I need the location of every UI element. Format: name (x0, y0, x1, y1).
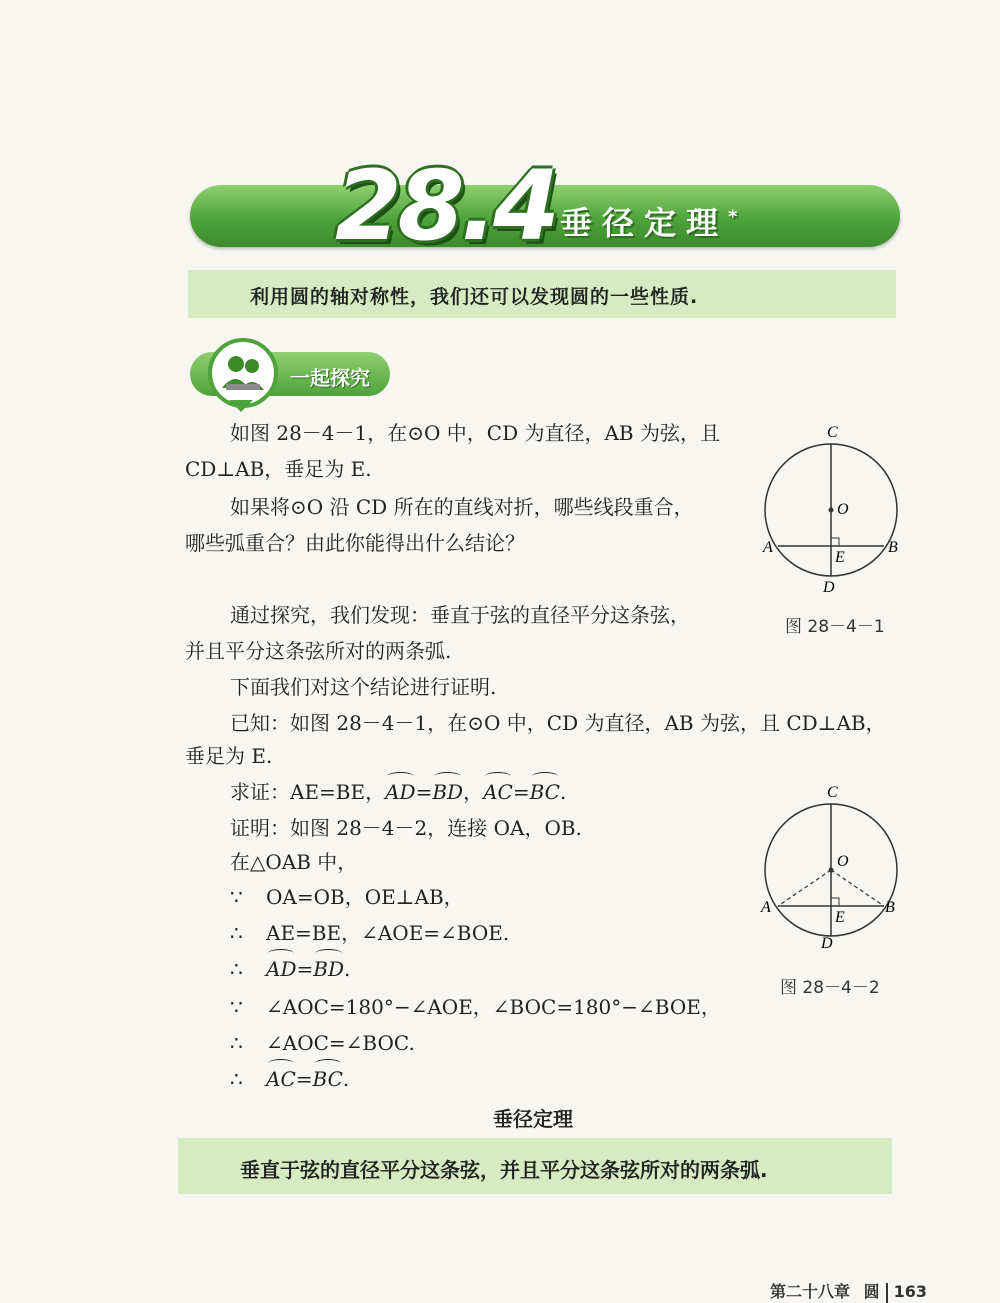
given-line-2: 垂足为 E. (185, 744, 273, 768)
right-angle-mark (831, 538, 839, 546)
figure-28-4-1 (755, 420, 915, 600)
therefore-symbol: ∴ (230, 1031, 243, 1055)
explore-line-4: 哪些弧重合？由此你能得出什么结论？ (185, 531, 525, 555)
figure-caption-2: 图 28－4－2 (780, 978, 880, 998)
proof-step-8 (230, 1061, 349, 1097)
label-b: B (888, 539, 898, 556)
explore-line-2: CD⊥AB，垂足为 E. (185, 457, 372, 481)
prove-sep: ， (463, 780, 484, 804)
proof-step-6 (230, 989, 721, 1025)
prove-eq-1: = (415, 780, 433, 804)
label-a: A (761, 899, 771, 916)
arc-bd: BD (432, 774, 463, 810)
label-a: A (763, 539, 773, 556)
explore-people-icon (208, 338, 278, 408)
explore-line-1: 如图 28－4－1，在⊙O 中，CD 为直径，AB 为弦，且 (230, 421, 720, 445)
proof-step-6-text: ∠AOC=180°−∠AOE，∠BOC=180°−∠BOE， (266, 995, 721, 1019)
label-c: C (827, 784, 838, 801)
intro-text: 利用圆的轴对称性，我们还可以发现圆的一些性质. (250, 286, 699, 308)
section-title-text: 垂径定理 (560, 204, 729, 242)
theorem-title: 垂径定理 (493, 1107, 573, 1131)
proof-step-5 (230, 951, 350, 987)
explore-label: 一起探究 (290, 366, 370, 390)
label-e: E (835, 549, 845, 566)
footer-chapter: 第二十八章 (770, 1282, 851, 1301)
section-star: * (728, 206, 738, 228)
center-point (829, 868, 834, 873)
because-symbol: ∵ (230, 995, 243, 1019)
proof-step-5-end: . (343, 957, 351, 981)
right-angle-mark (831, 898, 839, 906)
prove-eq-2: = (512, 780, 530, 804)
center-point (829, 508, 834, 513)
proof-step-7-text: ∠AOC=∠BOC. (266, 1031, 415, 1055)
discovery-line-3: 下面我们对这个结论进行证明. (230, 675, 497, 699)
label-d: D (823, 579, 835, 596)
proof-step-7 (230, 1025, 415, 1061)
label-b: B (885, 899, 895, 916)
therefore-symbol: ∴ (230, 957, 243, 981)
proof-step-8-eq: = (295, 1067, 313, 1091)
explore-arrow-icon (229, 400, 253, 412)
label-e: E (835, 909, 845, 926)
arc-bc: BC (530, 774, 560, 810)
therefore-symbol: ∴ (230, 1067, 243, 1091)
figure-28-4-2 (755, 780, 915, 960)
therefore-symbol: ∴ (230, 921, 243, 945)
footer-separator (886, 1283, 888, 1303)
figure-caption-1: 图 28－4－1 (785, 617, 885, 637)
arc-ad: AD (385, 774, 415, 810)
proof-step-8-end: . (342, 1067, 350, 1091)
given-line-1: 已知：如图 28－4－1，在⊙O 中，CD 为直径，AB 为弦，且 CD⊥AB， (230, 711, 886, 735)
arc-bc: BC (313, 1061, 343, 1097)
arc-bd: BD (313, 951, 344, 987)
footer-topic: 圆 (863, 1282, 880, 1301)
label-c: C (827, 424, 838, 441)
radius-oa (778, 870, 831, 906)
proof-step-4 (230, 915, 509, 951)
page-number: 163 (893, 1282, 928, 1301)
prove-line (230, 774, 566, 810)
label-o: O (837, 501, 849, 518)
section-title (560, 198, 737, 244)
arc-ac: AC (266, 1061, 296, 1097)
page-footer (770, 1279, 927, 1303)
arc-ad: AD (266, 951, 296, 987)
theorem-text: 垂直于弦的直径平分这条弦，并且平分这条弦所对的两条弧. (240, 1158, 768, 1182)
proof-step-3 (230, 879, 464, 915)
label-o: O (837, 853, 849, 870)
discovery-line-1: 通过探究，我们发现：垂直于弦的直径平分这条弦， (230, 603, 690, 627)
proof-step-3-text: OA=OB，OE⊥AB， (266, 885, 464, 909)
proof-step-2: 在△OAB 中， (230, 850, 358, 874)
explore-line-3: 如果将⊙O 沿 CD 所在的直线对折，哪些线段重合， (230, 495, 694, 519)
discovery-line-2: 并且平分这条弦所对的两条弧. (185, 639, 452, 663)
prove-end: . (559, 780, 567, 804)
proof-step-5-eq: = (296, 957, 314, 981)
proof-step-1: 证明：如图 28－4－2，连接 OA，OB. (230, 816, 582, 840)
prove-prefix: 求证：AE=BE， (230, 780, 386, 804)
section-number: 28.4 (335, 150, 556, 262)
proof-step-4-text: AE=BE，∠AOE=∠BOE. (266, 921, 510, 945)
label-d: D (821, 935, 833, 952)
because-symbol: ∵ (230, 885, 243, 909)
arc-ac: AC (483, 774, 513, 810)
